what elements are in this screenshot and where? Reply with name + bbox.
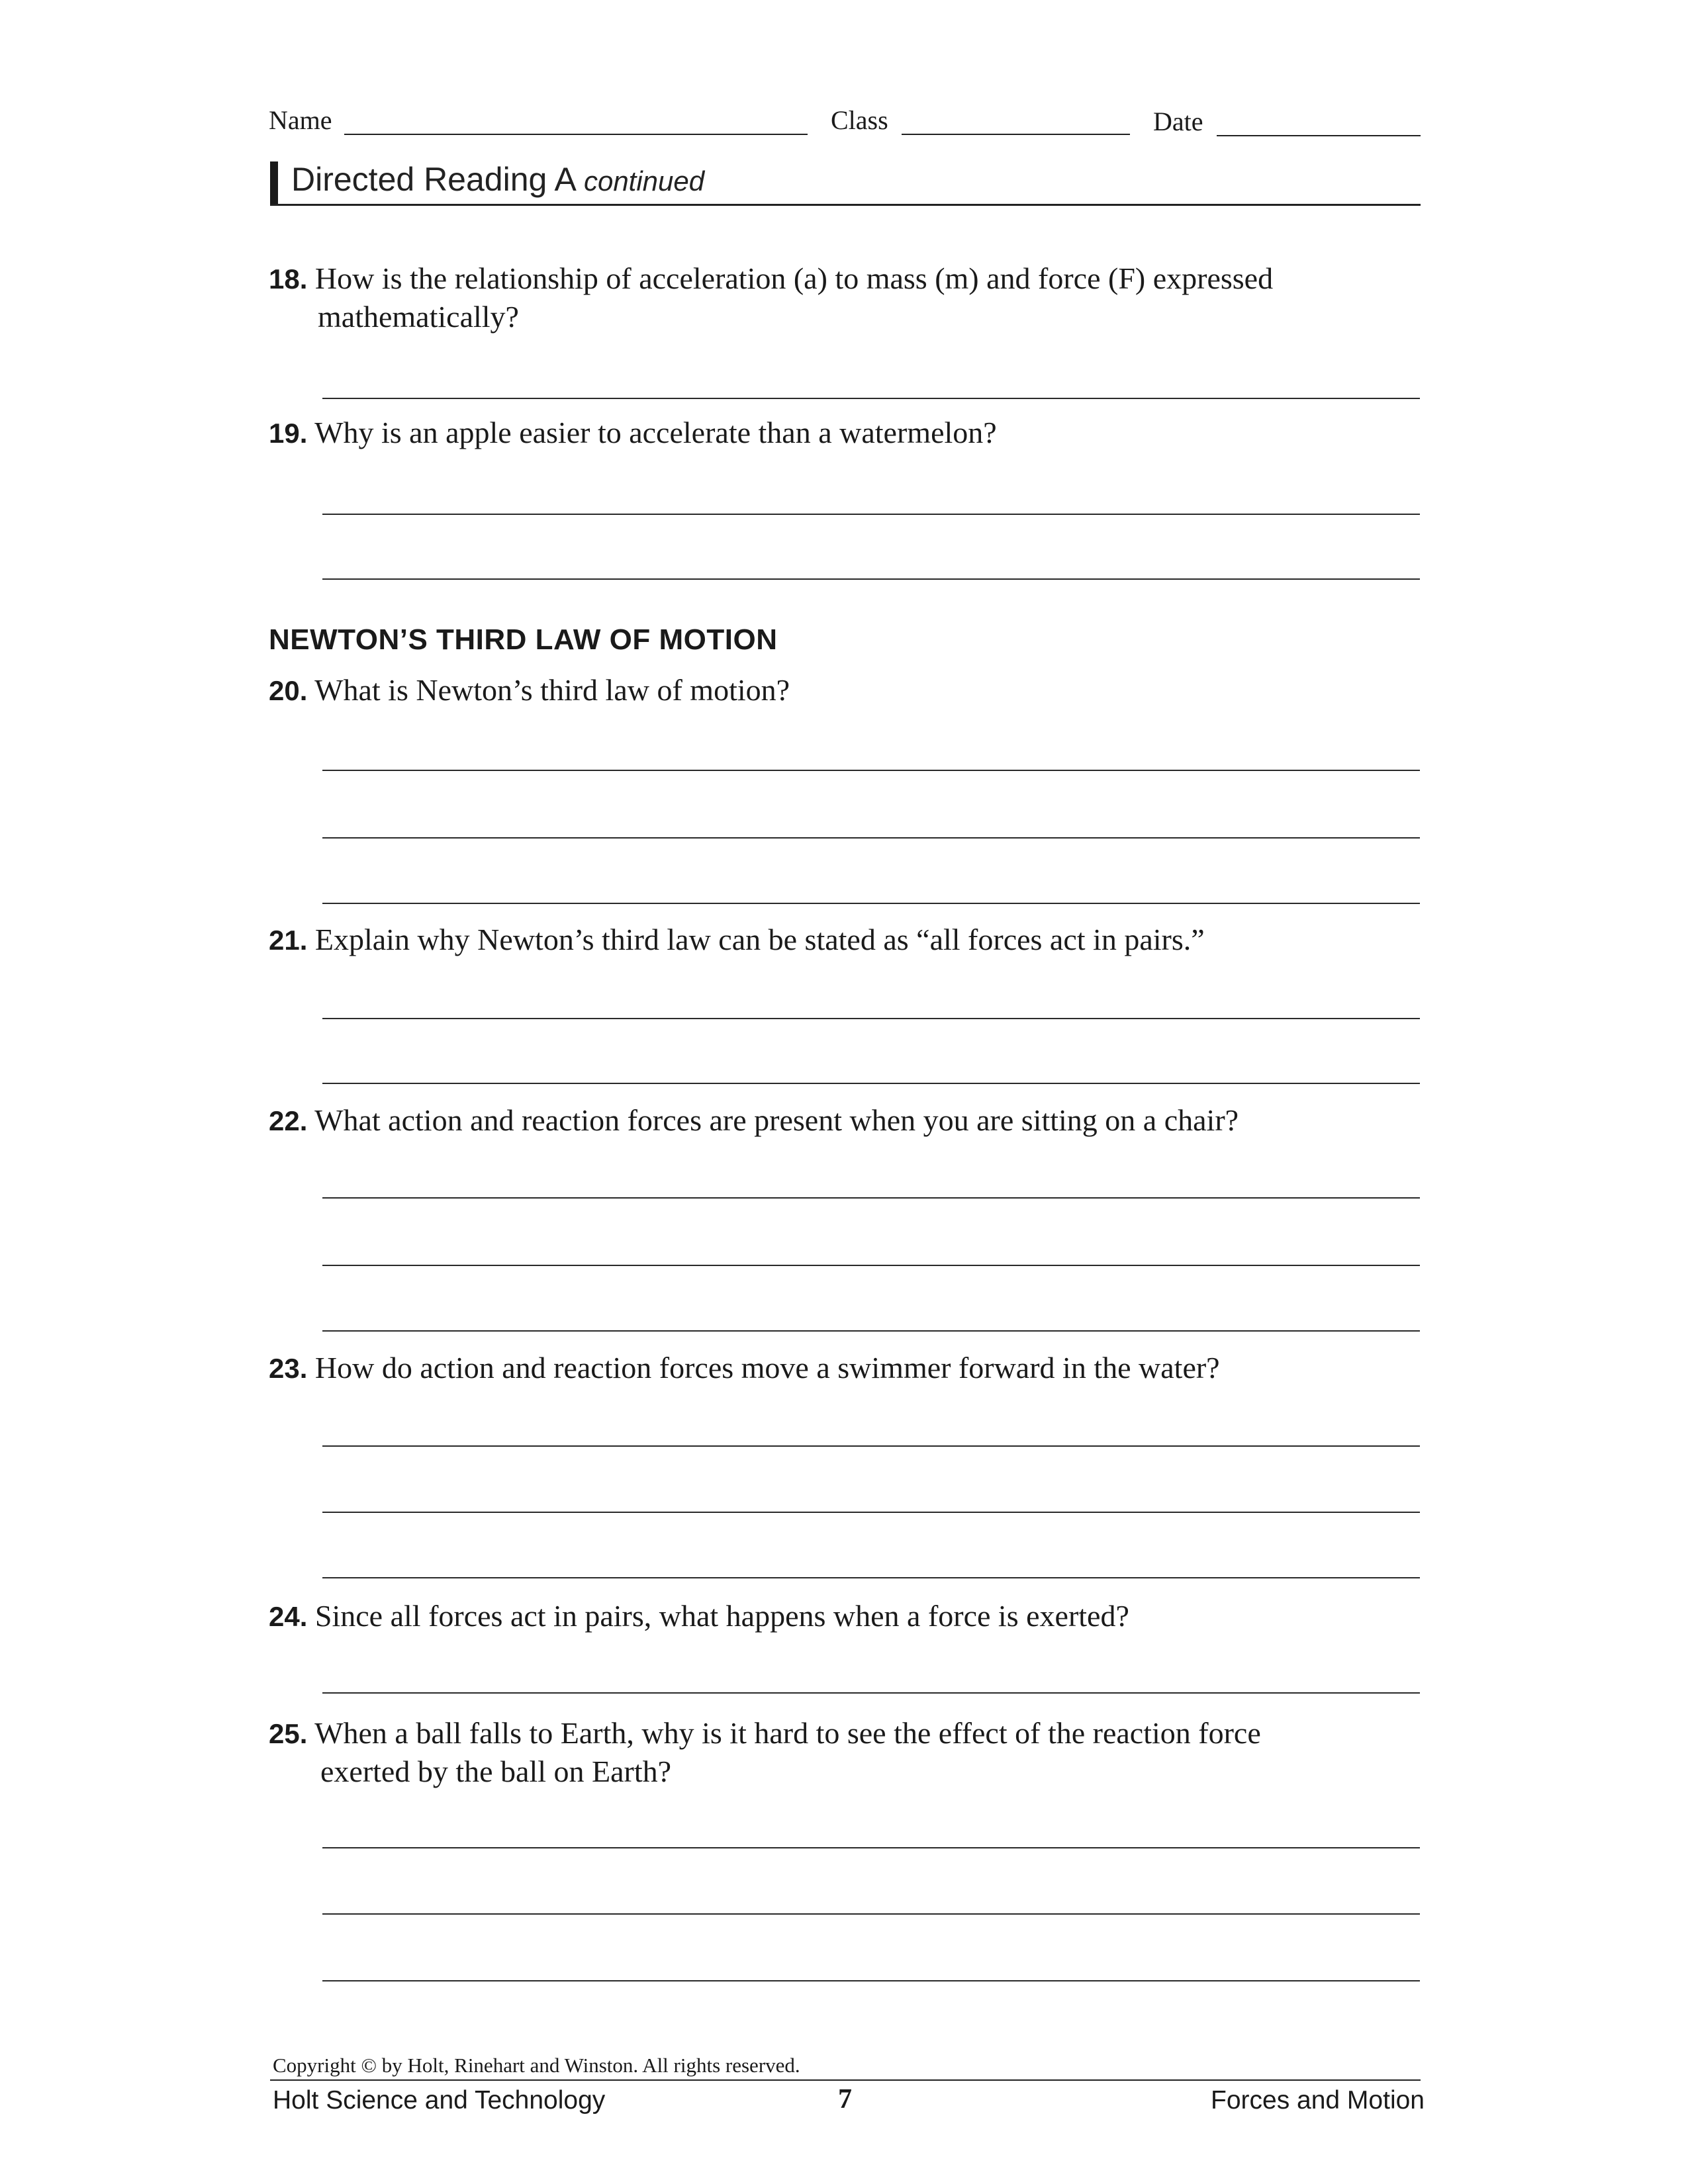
answer-line[interactable] — [322, 1512, 1420, 1513]
class-label: Class — [831, 105, 888, 135]
question-text: Explain why Newton’s third law can be stated as “all forces act in pairs.” — [314, 923, 1205, 956]
section-heading: NEWTON’S THIRD LAW OF MOTION — [269, 623, 778, 656]
answer-line[interactable] — [322, 514, 1420, 515]
question-text: How is the relationship of acceleration (a) to mass (m) and force (F) expressed — [314, 261, 1274, 295]
question-text: Why is an apple easier to accelerate than a watermelon? — [314, 416, 997, 449]
question-20 — [269, 671, 790, 710]
page-number: 7 — [838, 2084, 852, 2115]
banner-continued: continued — [583, 165, 705, 197]
question-text: Since all forces act in pairs, what happens when a force is exerted? — [314, 1599, 1129, 1633]
question-number: 22. — [269, 1105, 308, 1136]
question-24 — [269, 1597, 1129, 1636]
question-18 — [269, 259, 1273, 298]
banner-rule — [270, 204, 1421, 206]
banner-bar — [270, 161, 278, 205]
answer-line[interactable] — [322, 1265, 1420, 1266]
question-21 — [269, 921, 1205, 960]
answer-line[interactable] — [322, 1847, 1420, 1848]
question-text: How do action and reaction forces move a swimmer forward in the water? — [314, 1351, 1220, 1385]
question-22 — [269, 1101, 1239, 1140]
answer-line[interactable] — [322, 1577, 1420, 1578]
question-19 — [269, 414, 997, 453]
question-23 — [269, 1349, 1220, 1388]
question-text-continued: mathematically? — [318, 300, 519, 334]
banner-title-text: Directed Reading A — [291, 161, 575, 198]
answer-line[interactable] — [322, 1913, 1420, 1915]
answer-line[interactable] — [322, 1018, 1420, 1019]
question-text: What action and reaction forces are present when you are sitting on a chair? — [314, 1103, 1239, 1137]
question-25 — [269, 1714, 1261, 1753]
question-number: 25. — [269, 1718, 308, 1749]
answer-line[interactable] — [322, 1445, 1420, 1447]
question-number: 24. — [269, 1601, 308, 1632]
answer-line[interactable] — [322, 1980, 1420, 1981]
answer-line[interactable] — [322, 770, 1420, 771]
answer-line[interactable] — [322, 837, 1420, 839]
footer-chapter-title: Forces and Motion — [1211, 2086, 1425, 2115]
question-number: 18. — [269, 263, 308, 295]
date-label: Date — [1153, 107, 1203, 136]
question-text: What is Newton’s third law of motion? — [314, 673, 790, 707]
question-text: When a ball falls to Earth, why is it hard to see the effect of the reaction force — [314, 1716, 1261, 1750]
question-number: 19. — [269, 418, 308, 449]
answer-line[interactable] — [322, 1330, 1420, 1332]
answer-line[interactable] — [322, 1197, 1420, 1199]
name-label: Name — [269, 105, 332, 135]
footer-rule — [270, 2079, 1421, 2081]
question-number: 23. — [269, 1353, 308, 1384]
class-field[interactable] — [902, 134, 1130, 135]
answer-line[interactable] — [322, 1083, 1420, 1084]
name-field[interactable] — [344, 134, 808, 135]
banner-title — [291, 160, 704, 199]
date-field[interactable] — [1217, 135, 1421, 136]
copyright-notice: Copyright © by Holt, Rinehart and Winston. All rights reserved. — [273, 2054, 800, 2077]
answer-line[interactable] — [322, 578, 1420, 580]
question-number: 21. — [269, 925, 308, 956]
footer-book-title: Holt Science and Technology — [273, 2086, 606, 2115]
question-text-continued: exerted by the ball on Earth? — [320, 1754, 672, 1788]
question-number: 20. — [269, 675, 308, 706]
answer-line[interactable] — [322, 398, 1420, 399]
answer-line[interactable] — [322, 1692, 1420, 1694]
answer-line[interactable] — [322, 903, 1420, 904]
